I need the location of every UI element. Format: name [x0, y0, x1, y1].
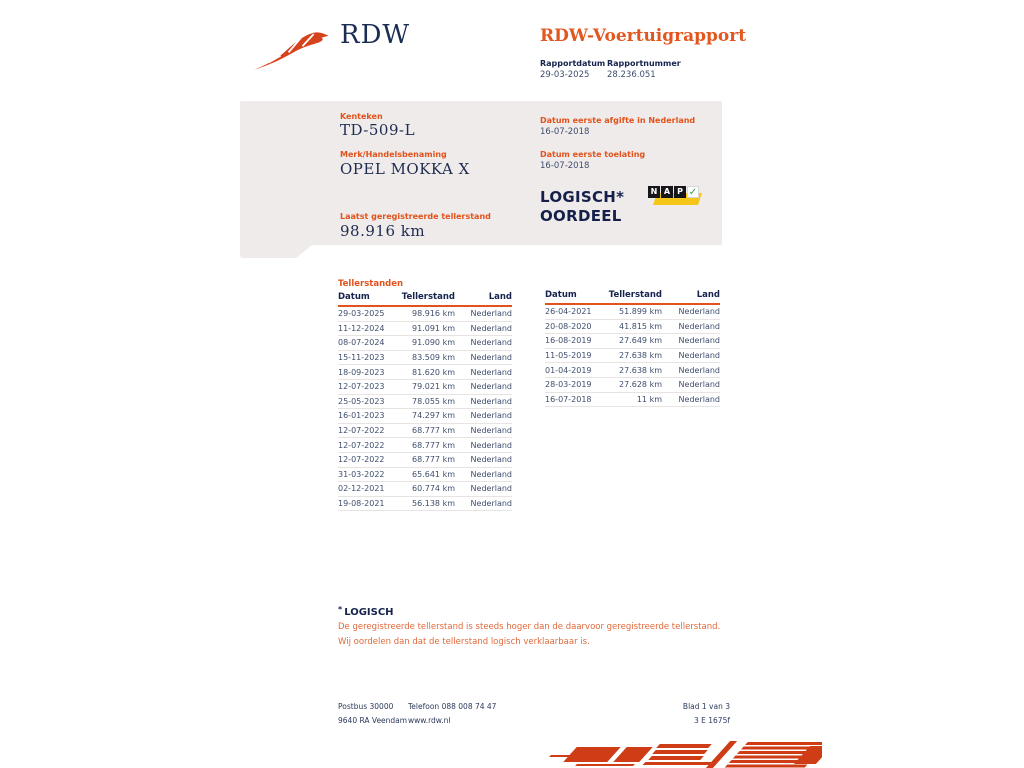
cell-stand: 65.641 km: [412, 469, 455, 479]
table-row: [545, 349, 720, 364]
cell-stand: 27.628 km: [619, 380, 662, 390]
cell-datum: 26-04-2021: [545, 307, 592, 317]
col-datum: Datum: [545, 290, 577, 300]
nap-checkmark-icon: ✓: [688, 187, 698, 198]
col-land: Land: [696, 290, 720, 300]
table-row: [545, 363, 720, 378]
cell-datum: 11-12-2024: [338, 323, 385, 333]
cell-stand: 74.297 km: [412, 411, 455, 421]
oordeel-logisch-text: LOGISCH*: [540, 188, 625, 206]
logisch-heading-text: LOGISCH: [344, 607, 394, 618]
cell-stand: 56.138 km: [412, 499, 455, 509]
cell-land: Nederland: [470, 411, 512, 421]
cell-datum: 31-03-2022: [338, 469, 385, 479]
cell-datum: 29-03-2025: [338, 309, 385, 319]
cell-stand: 11 km: [636, 394, 662, 404]
cell-stand: 27.649 km: [619, 336, 662, 346]
page-title: RDW-Voertuigrapport: [540, 26, 747, 46]
rdw-logo-wordmark: RDW: [340, 20, 411, 50]
footer-form-code: 3 E 1675f: [693, 716, 730, 725]
cell-datum: 15-11-2023: [338, 353, 385, 363]
laatste-tellerstand-label: Laatst geregistreerde tellerstand: [340, 212, 491, 221]
table-header: [545, 290, 720, 305]
report-number-label: Rapportnummer: [607, 59, 681, 68]
cell-land: Nederland: [470, 499, 512, 509]
report-date-value: 29-03-2025: [540, 70, 590, 80]
merk-value: OPEL MOKKA X: [340, 160, 470, 178]
cell-stand: 79.021 km: [412, 382, 455, 392]
eerste-toelating-value: 16-07-2018: [540, 161, 590, 171]
footnote-asterisk: *: [338, 605, 343, 614]
table-row: [338, 380, 512, 395]
laatste-tellerstand-value: 98.916 km: [340, 222, 426, 240]
cell-stand: 68.777 km: [412, 455, 455, 465]
cell-stand: 98.916 km: [412, 309, 455, 319]
cell-land: Nederland: [470, 367, 512, 377]
cell-stand: 60.774 km: [412, 484, 455, 494]
cell-datum: 12-07-2022: [338, 426, 385, 436]
cell-datum: 01-04-2019: [545, 365, 592, 375]
vehicle-box-corner-tab: [240, 245, 312, 258]
cell-land: Nederland: [470, 309, 512, 319]
cell-stand: 27.638 km: [619, 351, 662, 361]
cell-stand: 68.777 km: [412, 426, 455, 436]
table-row: [338, 453, 512, 468]
cell-stand: 91.091 km: [412, 323, 455, 333]
cell-datum: 16-07-2018: [545, 394, 592, 404]
footer-address-line1: Postbus 30000: [338, 702, 394, 711]
table-row: [545, 334, 720, 349]
table-row: [338, 497, 512, 512]
cell-land: Nederland: [470, 426, 512, 436]
eerste-toelating-label: Datum eerste toelating: [540, 150, 646, 159]
tellerstanden-table-left: [338, 279, 512, 511]
table-row: [338, 307, 512, 322]
logisch-explanation-heading: [338, 605, 394, 618]
oordeel-oordeel-text: OORDEEL: [540, 207, 622, 225]
merk-label: Merk/Handelsbenaming: [340, 150, 447, 159]
cell-land: Nederland: [678, 321, 720, 331]
cell-land: Nederland: [678, 307, 720, 317]
cell-stand: 83.509 km: [412, 353, 455, 363]
table-body-right: [545, 305, 720, 407]
footer-website-link[interactable]: www.rdw.nl: [408, 716, 451, 725]
cell-land: Nederland: [470, 338, 512, 348]
report-number-value: 28.236.051: [607, 70, 656, 80]
nap-letter-a-icon: A: [661, 186, 673, 198]
logisch-explanation-body: De geregistreerde tellerstand is steeds hoger dan de daarvoor geregistreerde tellerstand. Wij oordelen dan dat de tellerstand logisch verklaarbaar is.: [338, 622, 721, 647]
cell-land: Nederland: [470, 396, 512, 406]
eerste-afgifte-label: Datum eerste afgifte in Nederland: [540, 116, 696, 125]
table-row: [338, 482, 512, 497]
cell-land: Nederland: [470, 440, 512, 450]
cell-land: Nederland: [470, 353, 512, 363]
nap-letter-n-icon: N: [648, 186, 660, 198]
table-row: [545, 305, 720, 320]
col-tellerstand: Tellerstand: [608, 290, 662, 300]
tellerstanden-table-right: [545, 290, 720, 407]
cell-land: Nederland: [470, 323, 512, 333]
cell-datum: 02-12-2021: [338, 484, 385, 494]
cell-land: Nederland: [470, 469, 512, 479]
cell-datum: 16-08-2019: [545, 336, 592, 346]
cell-datum: 20-08-2020: [545, 321, 592, 331]
cell-stand: 27.638 km: [619, 365, 662, 375]
table-row: [338, 409, 512, 424]
cell-datum: 16-01-2023: [338, 411, 385, 421]
col-land: Land: [488, 292, 512, 302]
footer-address-line2: 9640 RA Veendam: [338, 716, 408, 725]
col-datum: Datum: [338, 292, 370, 302]
nap-letter-p-icon: P: [674, 186, 686, 198]
rdw-bird-logo-icon: [253, 24, 331, 72]
table-row: [338, 424, 512, 439]
kenteken-value: TD-509-L: [340, 121, 416, 139]
cell-land: Nederland: [470, 382, 512, 392]
cell-stand: 78.055 km: [412, 396, 455, 406]
rdw-stripes-graphic: [540, 736, 822, 768]
cell-datum: 12-07-2022: [338, 440, 385, 450]
table-row: [338, 365, 512, 380]
cell-datum: 11-05-2019: [545, 351, 592, 361]
cell-land: Nederland: [678, 394, 720, 404]
table-body-left: [338, 307, 512, 511]
tellerstanden-title: Tellerstanden: [338, 279, 404, 289]
table-row: [338, 468, 512, 483]
table-row: [545, 378, 720, 393]
table-row: [545, 320, 720, 335]
report-date-label: Rapportdatum: [540, 59, 606, 68]
cell-land: Nederland: [678, 380, 720, 390]
table-row: [338, 322, 512, 337]
cell-stand: 41.815 km: [619, 321, 662, 331]
table-row: [338, 395, 512, 410]
cell-datum: 19-08-2021: [338, 499, 385, 509]
cell-stand: 68.777 km: [412, 440, 455, 450]
nap-logo: [648, 186, 700, 210]
cell-datum: 12-07-2023: [338, 382, 385, 392]
cell-land: Nederland: [678, 365, 720, 375]
table-row: [338, 351, 512, 366]
cell-datum: 28-03-2019: [545, 380, 592, 390]
eerste-afgifte-value: 16-07-2018: [540, 127, 590, 137]
cell-land: Nederland: [678, 336, 720, 346]
cell-stand: 51.899 km: [619, 307, 662, 317]
cell-stand: 91.090 km: [412, 338, 455, 348]
footer-page-number: Blad 1 van 3: [682, 702, 730, 711]
cell-datum: 12-07-2022: [338, 455, 385, 465]
cell-land: Nederland: [678, 351, 720, 361]
cell-datum: 08-07-2024: [338, 338, 385, 348]
cell-land: Nederland: [470, 484, 512, 494]
kenteken-label: Kenteken: [340, 112, 383, 121]
table-row: [545, 393, 720, 408]
cell-stand: 81.620 km: [412, 367, 455, 377]
table-row: [338, 336, 512, 351]
cell-datum: 18-09-2023: [338, 367, 385, 377]
footer-phone: Telefoon 088 008 74 47: [408, 702, 497, 711]
col-tellerstand: Tellerstand: [401, 292, 455, 302]
table-header: [338, 292, 512, 307]
table-row: [338, 438, 512, 453]
cell-datum: 25-05-2023: [338, 396, 385, 406]
cell-land: Nederland: [470, 455, 512, 465]
